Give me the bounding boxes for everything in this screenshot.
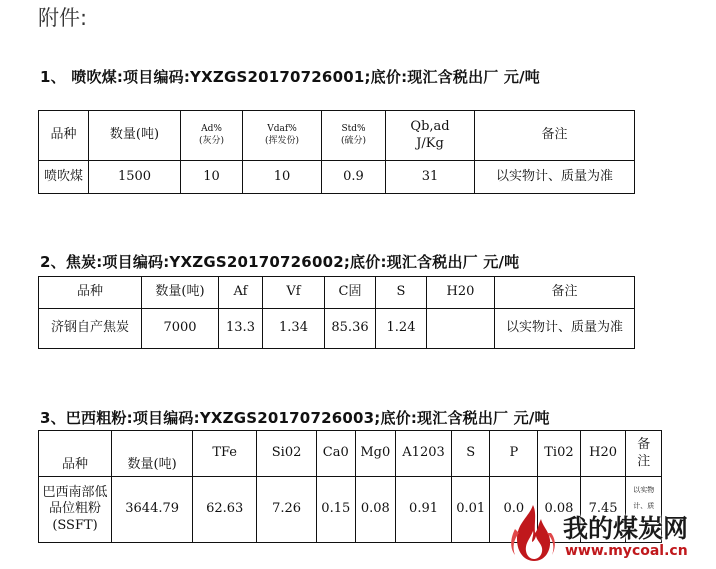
data-cell: 喷吹煤: [39, 161, 89, 194]
data-cell: 10: [243, 161, 322, 194]
flame-logo-icon: [503, 503, 563, 565]
header-cell: 备注: [475, 111, 635, 161]
header-cell: Ad% (灰分): [181, 111, 243, 161]
data-cell: 以实物计、质: [626, 477, 662, 543]
header-cell: Vf: [263, 277, 325, 309]
section-1-table: [38, 110, 635, 194]
header-cell: P: [490, 431, 538, 477]
header-cell: Af: [219, 277, 263, 309]
data-cell: 1.24: [376, 309, 427, 349]
header-cell: 备注: [626, 431, 662, 477]
data-cell: 0.01: [451, 477, 490, 543]
header-cell: 品种: [39, 111, 89, 161]
header-cell: S: [376, 277, 427, 309]
data-cell: 1.34: [263, 309, 325, 349]
data-cell: 10: [181, 161, 243, 194]
site-watermark: [503, 503, 716, 569]
data-cell: 7.26: [257, 477, 317, 543]
data-cell: 31: [386, 161, 475, 194]
table-row: [39, 161, 635, 194]
header-cell: Vdaf% (挥发份): [243, 111, 322, 161]
header-cell: H20: [427, 277, 495, 309]
header-cell: 备注: [495, 277, 635, 309]
data-cell: [427, 309, 495, 349]
data-cell: 7000: [142, 309, 219, 349]
table-header-row: [39, 111, 635, 161]
header-cell: Std% (硫分): [322, 111, 386, 161]
data-cell: 巴西南部低品位粗粉(SSFT): [39, 477, 112, 543]
header-cell: Ca0: [317, 431, 356, 477]
table-row: [39, 309, 635, 349]
header-cell: 数量(吨): [142, 277, 219, 309]
watermark-site-name: 我的煤炭网: [563, 514, 689, 543]
section-2-table: [38, 276, 635, 349]
header-cell: Mg0: [355, 431, 396, 477]
data-cell: 13.3: [219, 309, 263, 349]
data-cell: 3644.79: [112, 477, 193, 543]
data-cell: 济钢自产焦炭: [39, 309, 142, 349]
header-cell: TFe: [193, 431, 257, 477]
data-cell: 0.91: [396, 477, 452, 543]
data-cell: 0.08: [355, 477, 396, 543]
header-cell: 品种: [39, 431, 112, 477]
header-cell: 数量(吨): [112, 431, 193, 477]
header-cell: H20: [580, 431, 626, 477]
header-cell: A1203: [396, 431, 452, 477]
data-cell: 0.0: [490, 477, 538, 543]
data-cell: 以实物计、质量为准: [475, 161, 635, 194]
data-cell: 0.08: [538, 477, 581, 543]
section-1-heading: 1、 喷吹煤:项目编码:YXZGS20170726001;底价:现汇含税出厂 元/吨: [40, 68, 540, 86]
data-cell: 1500: [89, 161, 181, 194]
header-cell: C固: [325, 277, 376, 309]
data-cell: 85.36: [325, 309, 376, 349]
header-cell: Si02: [257, 431, 317, 477]
data-cell: 0.9: [322, 161, 386, 194]
table-header-row: [39, 431, 662, 477]
data-cell: 以实物计、质量为准: [495, 309, 635, 349]
table-header-row: [39, 277, 635, 309]
header-cell: S: [451, 431, 490, 477]
section-3-heading: 3、巴西粗粉:项目编码:YXZGS20170726003;底价:现汇含税出厂 元/吨: [40, 409, 550, 427]
watermark-url: www.mycoal.cn: [565, 543, 688, 559]
header-cell: Qb,ad J/Kg: [386, 111, 475, 161]
header-cell: 品种: [39, 277, 142, 309]
header-cell: Ti02: [538, 431, 581, 477]
data-cell: 7.45: [580, 477, 626, 543]
section-2-heading: 2、焦炭:项目编码:YXZGS20170726002;底价:现汇含税出厂 元/吨: [40, 253, 520, 271]
attachment-title: 附件:: [38, 6, 88, 30]
data-cell: 62.63: [193, 477, 257, 543]
header-cell: 数量(吨): [89, 111, 181, 161]
data-cell: 0.15: [317, 477, 356, 543]
